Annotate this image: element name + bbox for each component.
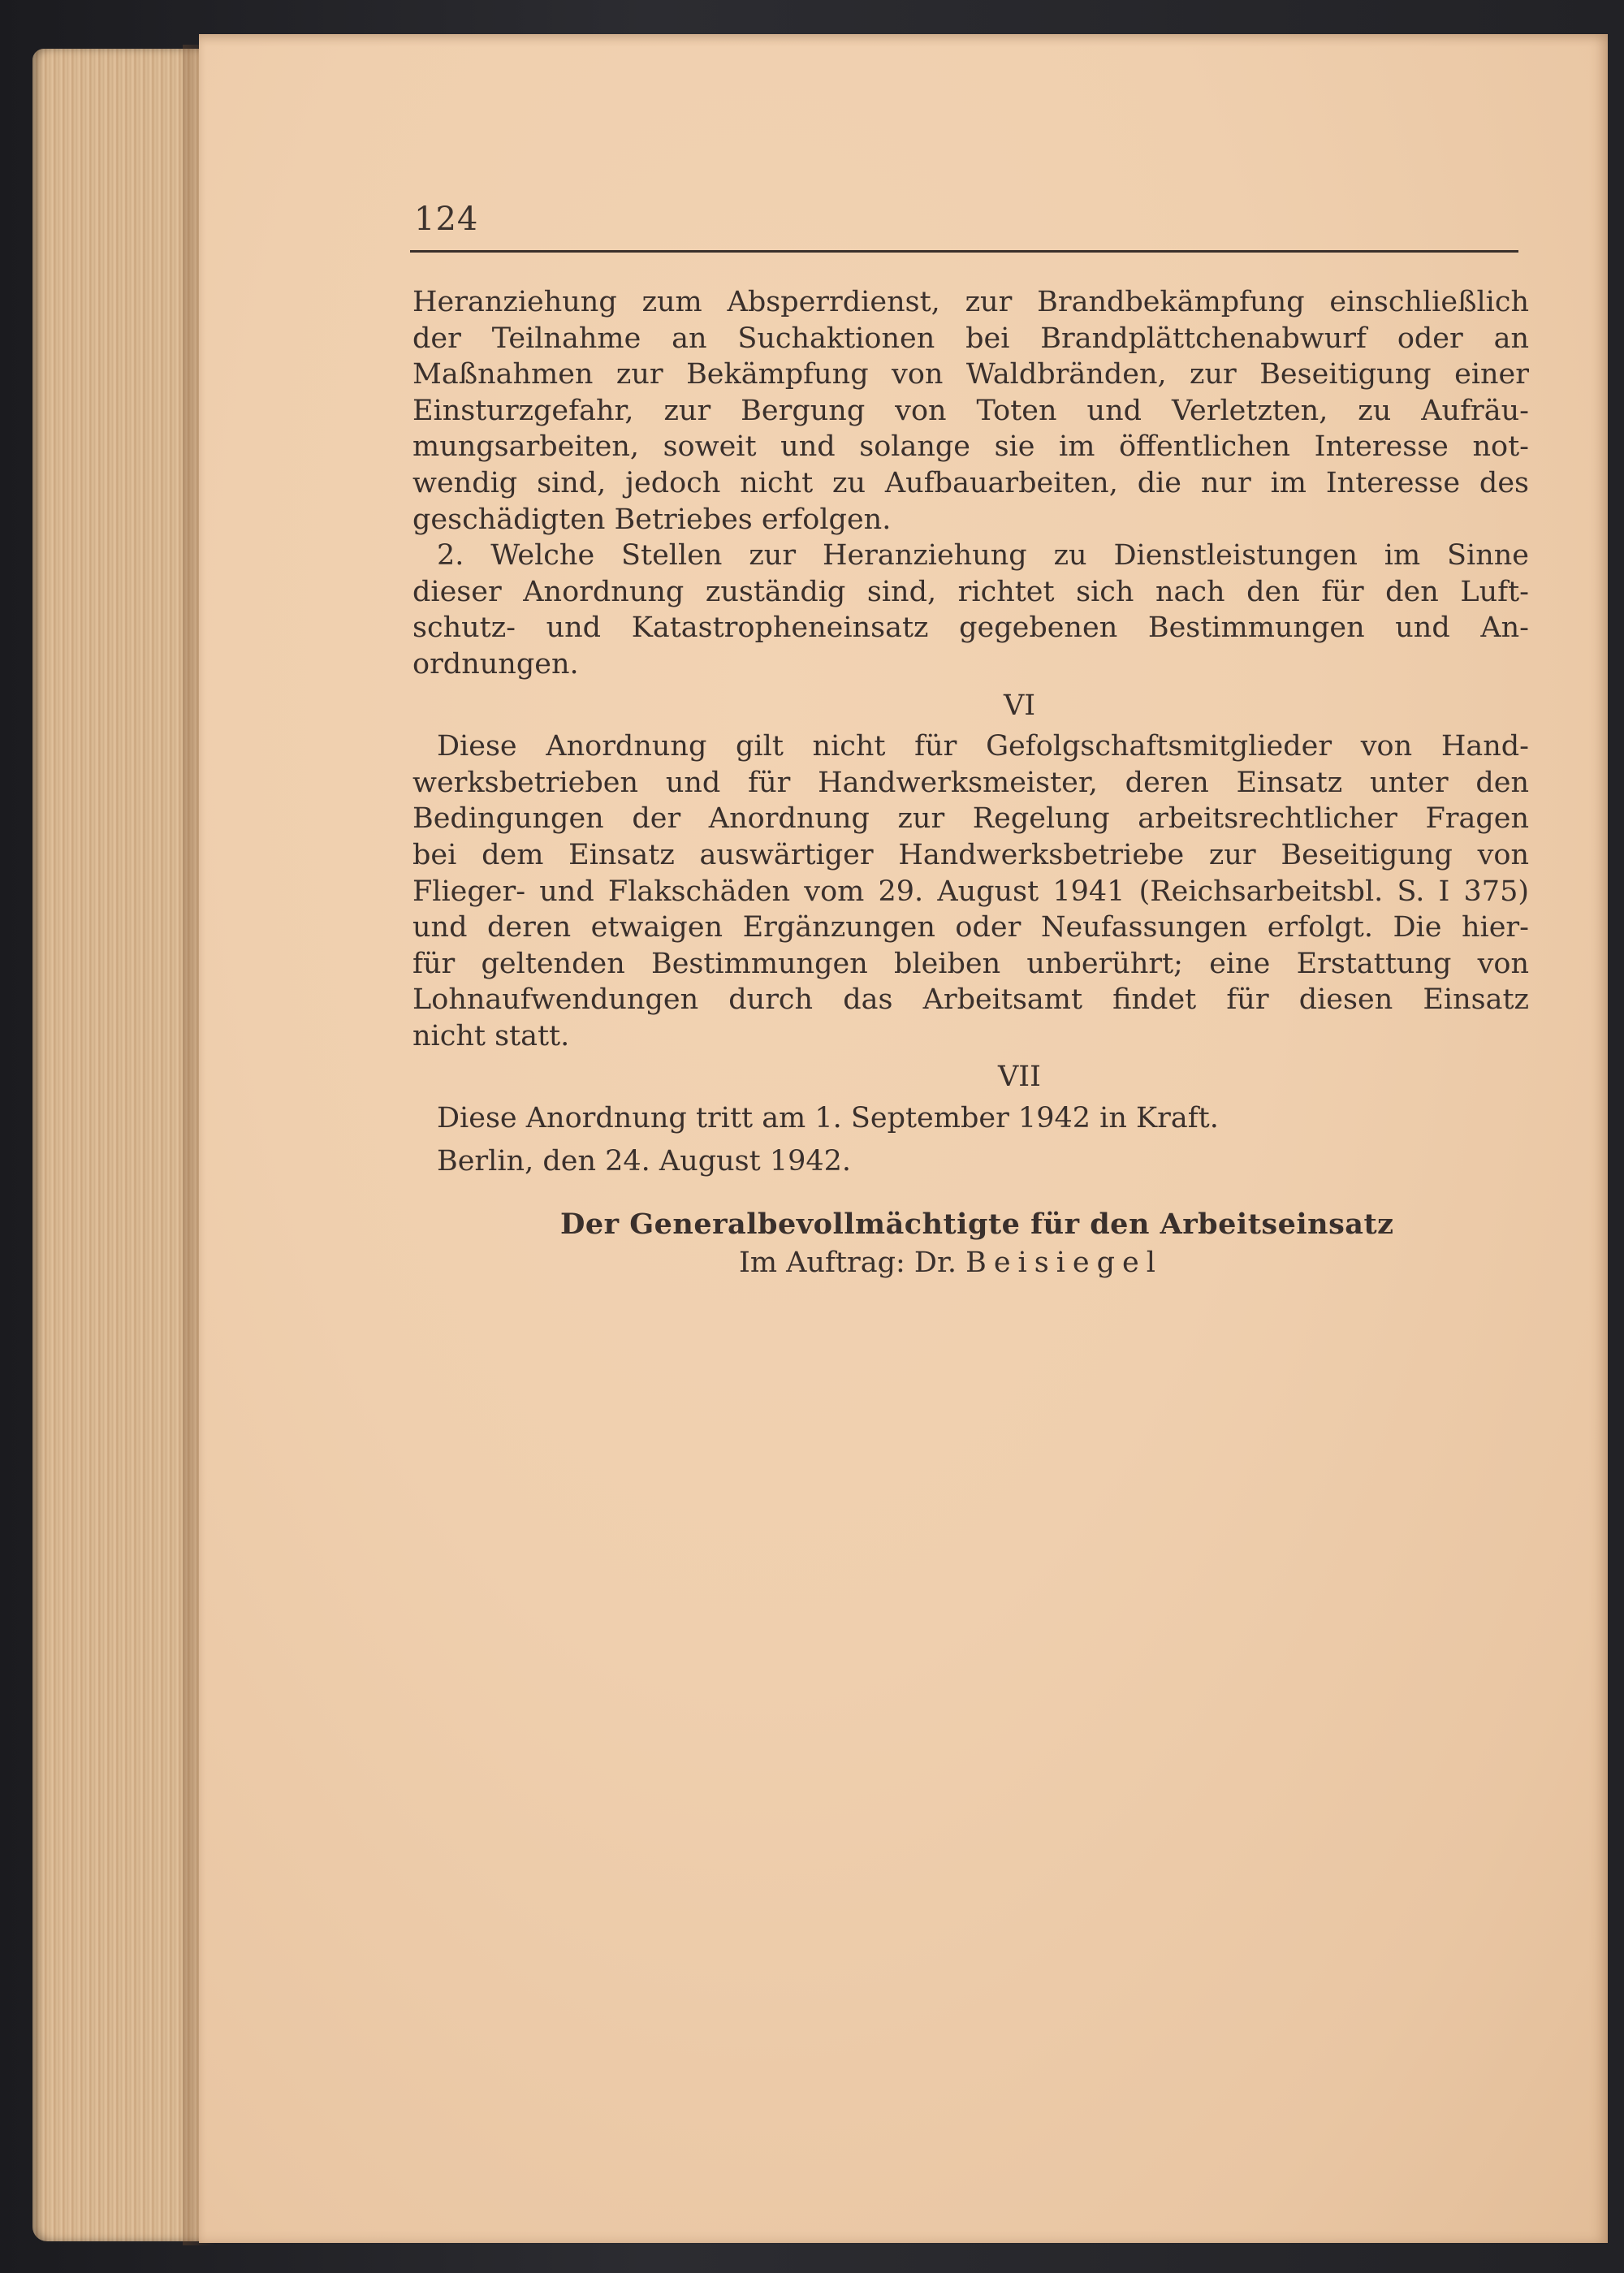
- text-line: Bedingungen der Anordnung zur Regelung arbeitsrechtlicher Fragen: [412, 802, 1529, 836]
- book-page-edges: [32, 49, 203, 2241]
- signatory-title: Der Generalbevollmächtigte für den Arbeitseinsatz: [560, 1208, 1394, 1241]
- text-line: wendig sind, jedoch nicht zu Aufbauarbeiten, die nur im Interesse des: [412, 466, 1529, 499]
- body-text: [412, 284, 1529, 1179]
- text-line: dieser Anordnung zuständig sind, richtet sich nach den für den Luft-: [412, 575, 1529, 608]
- paragraph-section-vi: [412, 728, 1529, 1054]
- text-line: Diese Anordnung tritt am 1. September 1942 in Kraft.: [437, 1102, 1219, 1135]
- section-heading-vi: VI: [1003, 689, 1036, 722]
- text-line: geschädigten Betriebes erfolgen.: [412, 503, 892, 536]
- paragraph-1: [412, 284, 1529, 538]
- signature-prefix: Im Auftrag: Dr.: [739, 1247, 957, 1279]
- text-line: Diese Anordnung gilt nicht für Gefolgschaftsmitglieder von Hand-: [437, 730, 1529, 763]
- text-line: werksbetrieben und für Handwerksmeister, deren Einsatz unter den: [412, 766, 1529, 799]
- text-line: nicht statt.: [412, 1019, 570, 1052]
- text-line: und deren etwaigen Ergänzungen oder Neufassungen erfolgt. Die hier-: [412, 911, 1529, 944]
- text-line: Einsturzgefahr, zur Bergung von Toten und Verletzten, zu Aufräu-: [412, 394, 1529, 427]
- text-line: 2. Welche Stellen zur Heranziehung zu Dienstleistungen im Sinne: [437, 539, 1529, 573]
- text-line: Heranziehung zum Absperrdienst, zur Brandbekämpfung einschließlich: [412, 286, 1529, 318]
- text-line: bei dem Einsatz auswärtiger Handwerksbetriebe zur Beseitigung von: [412, 838, 1529, 871]
- text-line: Flieger- und Flakschäden vom 29. August 1941 (Reichsarbeitsbl. S. I 375): [412, 875, 1529, 908]
- text-line: Lohnaufwendungen durch das Arbeitsamt findet für diesen Einsatz: [412, 983, 1529, 1017]
- page-number: 124: [414, 201, 479, 238]
- place-date: Berlin, den 24. August 1942.: [437, 1144, 852, 1178]
- text-line: schutz- und Katastropheneinsatz gegebenen Bestimmungen und An-: [412, 611, 1529, 645]
- section-heading-vii: VII: [998, 1061, 1041, 1094]
- signature-name: Beisiegel: [965, 1247, 1163, 1279]
- paragraph-2: [412, 538, 1529, 682]
- text-line: ordnungen.: [412, 647, 579, 681]
- text-line: der Teilnahme an Suchaktionen bei Brandplättchenabwurf oder an: [412, 322, 1529, 355]
- text-line: mungsarbeiten, soweit und solange sie im öffentlichen Interesse not-: [412, 430, 1529, 464]
- text-line: Maßnahmen zur Bekämpfung von Waldbränden, zur Beseitigung einer: [412, 358, 1529, 391]
- header-rule: [410, 250, 1518, 253]
- text-line: für geltenden Bestimmungen bleiben unberührt; eine Erstattung von: [412, 947, 1529, 980]
- signature-line: [739, 1247, 1163, 1279]
